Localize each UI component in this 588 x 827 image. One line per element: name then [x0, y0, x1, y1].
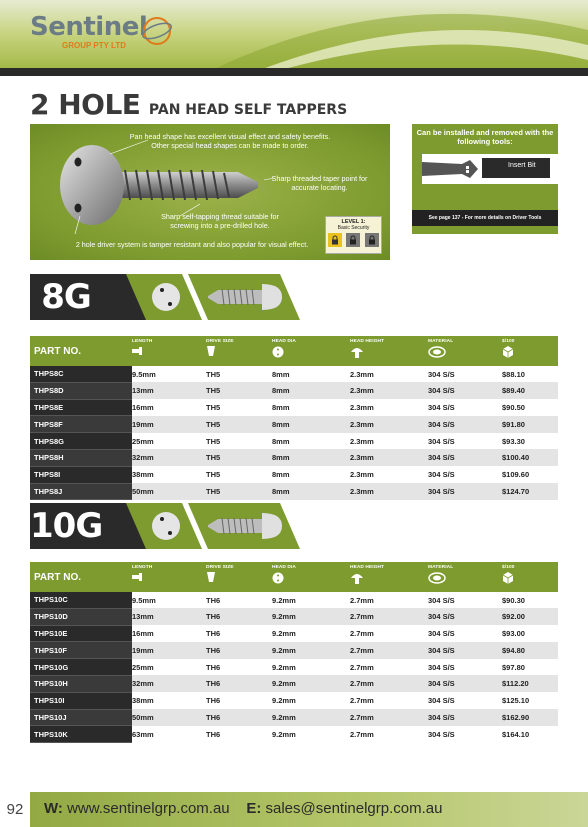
length-cell: 63mm [132, 729, 154, 739]
price-cell: $89.40 [502, 386, 525, 396]
spec-table-10g [30, 562, 558, 743]
email-label: E: [246, 800, 262, 817]
length-cell: 9.5mm [132, 595, 156, 605]
material-cell: 304 S/S [428, 712, 455, 722]
head-dia-cell: 9.2mm [272, 729, 296, 739]
table-row [30, 709, 558, 726]
lock-icon [346, 233, 360, 247]
part-no-cell: THPS10K [30, 726, 132, 743]
material-cell: 304 S/S [428, 595, 455, 605]
head-height-cell: 2.3mm [350, 436, 374, 446]
price-cell: $164.10 [502, 729, 530, 739]
col-head-dia: HEAD DIA [272, 336, 350, 366]
drive-size-cell: TH5 [206, 436, 221, 446]
price-cell: $162.90 [502, 712, 530, 722]
size-band-10g [30, 503, 300, 549]
drive-size-cell: TH6 [206, 662, 221, 672]
head-dia-cell: 8mm [272, 486, 290, 496]
material-cell: 304 S/S [428, 453, 455, 463]
product-hero [30, 124, 390, 260]
box-icon [502, 572, 558, 586]
col-price: $/100 [502, 562, 558, 592]
insert-bit-label: Insert Bit [508, 162, 536, 169]
head-height-cell: 2.7mm [350, 595, 374, 605]
length-cell: 25mm [132, 662, 154, 672]
drive-size-cell: TH5 [206, 470, 221, 480]
head-dia-icon [272, 346, 350, 360]
website-link[interactable]: www.sentinelgrp.com.au [67, 800, 230, 817]
head-height-icon [350, 572, 428, 586]
email-link[interactable]: sales@sentinelgrp.com.au [265, 800, 443, 817]
length-cell: 13mm [132, 612, 154, 622]
lock-icon [328, 233, 342, 247]
table-row [30, 642, 558, 659]
head-height-cell: 2.7mm [350, 628, 374, 638]
price-cell: $100.40 [502, 453, 530, 463]
length-cell: 50mm [132, 712, 154, 722]
head-height-cell: 2.3mm [350, 402, 374, 412]
material-cell: 304 S/S [428, 386, 455, 396]
table-row [30, 483, 558, 500]
head-dia-cell: 9.2mm [272, 595, 296, 605]
part-no-cell: THPS10F [30, 642, 132, 659]
title-main: 2 HOLE [30, 88, 141, 121]
part-no-cell: THPS10H [30, 675, 132, 692]
part-no-cell: THPS8F [30, 416, 132, 433]
length-cell: 38mm [132, 470, 154, 480]
footer-contact [44, 800, 442, 817]
head-dia-cell: 9.2mm [272, 628, 296, 638]
col-price: $/100 [502, 336, 558, 366]
head-height-cell: 2.7mm [350, 696, 374, 706]
length-cell: 50mm [132, 486, 154, 496]
table-row [30, 433, 558, 450]
material-cell: 304 S/S [428, 662, 455, 672]
table-row [30, 416, 558, 433]
drive-icon [206, 572, 272, 584]
head-dia-cell: 9.2mm [272, 612, 296, 622]
security-level-badge [325, 216, 382, 254]
head-height-cell: 2.3mm [350, 419, 374, 429]
part-no-cell: THPS8H [30, 449, 132, 466]
price-cell: $90.30 [502, 595, 525, 605]
part-no-cell: THPS10C [30, 592, 132, 608]
length-cell: 16mm [132, 402, 154, 412]
material-icon [428, 572, 502, 586]
size-label-10g: 10G [30, 503, 102, 549]
size-band-8g [30, 274, 300, 320]
web-label: W: [44, 800, 63, 817]
price-cell: $92.00 [502, 612, 525, 622]
head-height-cell: 2.7mm [350, 729, 374, 739]
lock-icon [365, 233, 379, 247]
material-cell: 304 S/S [428, 436, 455, 446]
price-cell: $90.50 [502, 402, 525, 412]
col-part-no: PART NO. [34, 571, 82, 583]
part-no-cell: THPS8J [30, 483, 132, 500]
drive-size-cell: TH6 [206, 628, 221, 638]
head-height-cell: 2.7mm [350, 679, 374, 689]
head-dia-cell: 9.2mm [272, 712, 296, 722]
drive-size-cell: TH6 [206, 595, 221, 605]
table-row [30, 625, 558, 642]
head-dia-cell: 8mm [272, 470, 290, 480]
head-height-cell: 2.7mm [350, 645, 374, 655]
drive-size-cell: TH5 [206, 453, 221, 463]
material-cell: 304 S/S [428, 402, 455, 412]
table-row [30, 726, 558, 743]
table-row [30, 659, 558, 676]
logo-name: Sentinel [30, 12, 148, 42]
head-height-cell: 2.3mm [350, 386, 374, 396]
head-height-cell: 2.7mm [350, 712, 374, 722]
drive-size-cell: TH6 [206, 645, 221, 655]
col-material: MATERIAL [428, 562, 502, 592]
part-no-cell: THPS8C [30, 366, 132, 382]
head-dia-cell: 8mm [272, 419, 290, 429]
head-dia-cell: 9.2mm [272, 679, 296, 689]
spec-table-8g [30, 336, 558, 500]
drive-size-cell: TH6 [206, 696, 221, 706]
price-cell: $94.80 [502, 645, 525, 655]
head-dia-cell: 8mm [272, 369, 290, 379]
table-row [30, 382, 558, 399]
head-dia-cell: 8mm [272, 402, 290, 412]
head-height-cell: 2.3mm [350, 470, 374, 480]
material-icon [428, 346, 502, 360]
material-cell: 304 S/S [428, 628, 455, 638]
head-dia-cell: 9.2mm [272, 645, 296, 655]
table-row [30, 692, 558, 709]
drive-size-cell: TH5 [206, 386, 221, 396]
length-icon [132, 572, 206, 584]
head-dia-cell: 9.2mm [272, 696, 296, 706]
price-cell: $109.60 [502, 470, 530, 480]
material-cell: 304 S/S [428, 470, 455, 480]
length-cell: 19mm [132, 419, 154, 429]
material-cell: 304 S/S [428, 369, 455, 379]
head-height-icon [350, 346, 428, 360]
head-dia-icon [272, 572, 350, 586]
part-no-cell: THPS10D [30, 608, 132, 625]
length-cell: 16mm [132, 628, 154, 638]
price-cell: $124.70 [502, 486, 530, 496]
part-no-cell: THPS8D [30, 382, 132, 399]
length-cell: 25mm [132, 436, 154, 446]
length-icon [132, 346, 206, 358]
head-height-cell: 2.3mm [350, 486, 374, 496]
part-no-cell: THPS8G [30, 433, 132, 450]
see-page-note: See page 137 - For more details on Driver Tools [412, 210, 558, 226]
table-row [30, 466, 558, 483]
box-icon [502, 346, 558, 360]
drive-size-cell: TH5 [206, 369, 221, 379]
head-height-cell: 2.3mm [350, 369, 374, 379]
length-cell: 38mm [132, 696, 154, 706]
table-row [30, 592, 558, 608]
length-cell: 32mm [132, 679, 154, 689]
price-cell: $112.20 [502, 679, 529, 689]
drive-size-cell: TH6 [206, 679, 221, 689]
size-label-8g: 8G [30, 274, 102, 320]
drive-size-cell: TH6 [206, 712, 221, 722]
head-height-cell: 2.7mm [350, 662, 374, 672]
col-head-dia: HEAD DIA [272, 562, 350, 592]
material-cell: 304 S/S [428, 419, 455, 429]
note-head-shape: Pan head shape has excellent visual effect and safety benefits. Other special head shapes can be made to order. [129, 132, 331, 150]
length-cell: 32mm [132, 453, 154, 463]
table-row [30, 449, 558, 466]
head-dia-cell: 8mm [272, 453, 290, 463]
note-thread: Sharp self-tapping thread suitable for screwing into a pre-drilled hole. [161, 212, 279, 230]
tools-title: Can be installed and removed with the following tools: [416, 128, 554, 146]
part-no-cell: THPS8E [30, 399, 132, 416]
page-title [30, 88, 347, 121]
length-cell: 19mm [132, 645, 154, 655]
level-subtitle: Basic Security [337, 225, 370, 231]
table-row [30, 366, 558, 382]
price-cell: $97.80 [502, 662, 525, 672]
page-footer [0, 792, 588, 827]
length-cell: 13mm [132, 386, 154, 396]
col-material: MATERIAL [428, 336, 502, 366]
material-cell: 304 S/S [428, 645, 455, 655]
material-cell: 304 S/S [428, 679, 455, 689]
table-row [30, 675, 558, 692]
material-cell: 304 S/S [428, 729, 455, 739]
sentinel-logo [30, 12, 148, 50]
page-number: 92 [0, 792, 30, 827]
drive-size-cell: TH5 [206, 486, 221, 496]
col-length: LENGTH [132, 336, 206, 366]
price-cell: $88.10 [502, 369, 525, 379]
material-cell: 304 S/S [428, 612, 455, 622]
drive-size-cell: TH5 [206, 419, 221, 429]
part-no-cell: THPS8I [30, 466, 132, 483]
drive-icon [206, 346, 272, 358]
price-cell: $125.10 [502, 696, 530, 706]
tools-panel [412, 124, 558, 234]
part-no-cell: THPS10G [30, 659, 132, 676]
note-driver-system: 2 hole driver system is tamper resistant and also popular for visual effect. [75, 240, 309, 249]
drive-size-cell: TH6 [206, 729, 221, 739]
globe-icon [140, 14, 174, 48]
page-header [0, 0, 588, 76]
part-no-cell: THPS10J [30, 709, 132, 726]
col-head-height: HEAD HEIGHT [350, 562, 428, 592]
col-drive-size: DRIVE SIZE [206, 336, 272, 366]
table-row [30, 399, 558, 416]
logo-subtitle: GROUP PTY LTD [62, 41, 127, 50]
title-sub: PAN HEAD SELF TAPPERS [148, 102, 348, 118]
table-header [30, 336, 558, 366]
price-cell: $91.80 [502, 419, 525, 429]
table-row [30, 608, 558, 625]
head-height-cell: 2.7mm [350, 612, 374, 622]
header-bar [0, 68, 588, 76]
col-head-height: HEAD HEIGHT [350, 336, 428, 366]
col-drive-size: DRIVE SIZE [206, 562, 272, 592]
table-body-10g [30, 592, 558, 743]
head-height-cell: 2.3mm [350, 453, 374, 463]
drive-size-cell: TH5 [206, 402, 221, 412]
length-cell: 9.5mm [132, 369, 156, 379]
col-part-no: PART NO. [34, 345, 82, 357]
part-no-cell: THPS10E [30, 625, 132, 642]
price-cell: $93.00 [502, 628, 525, 638]
material-cell: 304 S/S [428, 696, 455, 706]
note-taper-point: Sharp threaded taper point for accurate locating. [271, 174, 368, 192]
drive-size-cell: TH6 [206, 612, 221, 622]
level-title: LEVEL 1: [341, 219, 366, 225]
col-length: LENGTH [132, 562, 206, 592]
material-cell: 304 S/S [428, 486, 455, 496]
price-cell: $93.30 [502, 436, 525, 446]
head-dia-cell: 8mm [272, 436, 290, 446]
head-dia-cell: 8mm [272, 386, 290, 396]
head-dia-cell: 9.2mm [272, 662, 296, 672]
insert-bit-panel [422, 154, 558, 184]
table-header [30, 562, 558, 592]
part-no-cell: THPS10I [30, 692, 132, 709]
table-body-8g [30, 366, 558, 500]
